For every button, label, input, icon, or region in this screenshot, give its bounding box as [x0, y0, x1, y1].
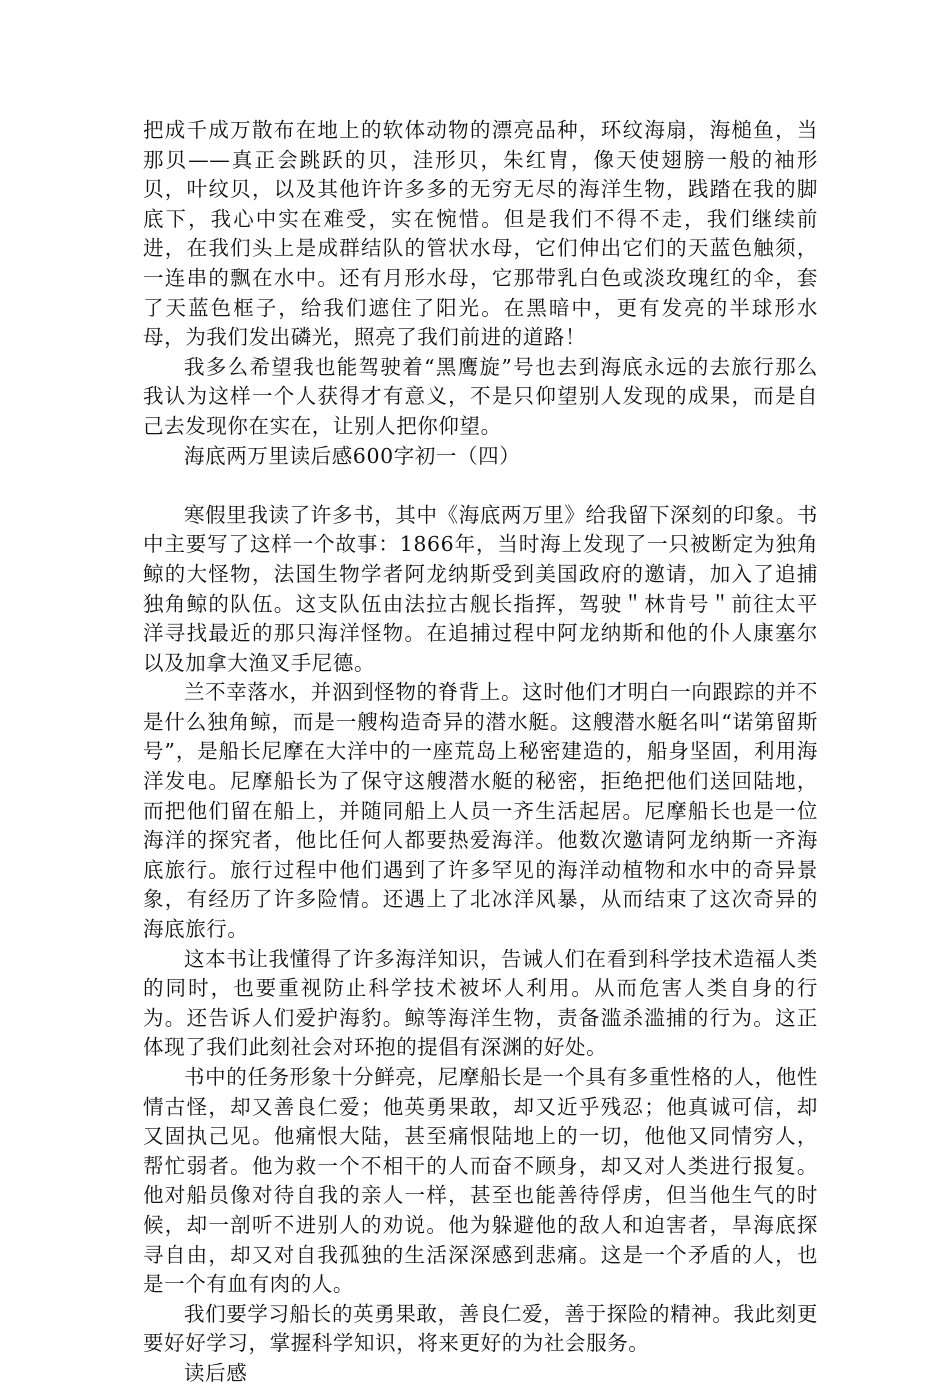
paragraph: 兰不幸落水，并泅到怪物的脊背上。这时他们才明白一向跟踪的并不是什么独角鲸，而是一艘构造奇异的潜水艇。这艘潜水艇名叫“诺第留斯号”，是船长尼摩在大洋中的一座荒岛上秘密建造的，船身坚固，利用海洋发电。尼摩船长为了保守这艘潜水艇的秘密，拒绝把他们送回陆地，而把他们留在船上，并随同船上人员一齐生活起居。尼摩船长也是一位海洋的探究者，他比任何人都要热爱海洋。他数次邀请阿龙纳斯一齐海底旅行。旅行过程中他们遇到了许多罕见的海洋动植物和水中的奇异景象，有经历了许多险情。还遇上了北冰洋风暴，从而结束了这次奇异的海底旅行。	[143, 680, 818, 942]
footer-label: 读后感	[184, 1360, 248, 1385]
paragraph: 寒假里我读了许多书，其中《海底两万里》给我留下深刻的印象。书中主要写了这样一个故事：1866年，当时海上发现了一只被断定为独角鲸的大怪物，法国生物学者阿龙纳斯受到美国政府的邀请，加入了追捕独角鲸的队伍。这支队伍由法拉古舰长指挥，驾驶＂林肯号＂前往太平洋寻找最近的那只海洋怪物。在追捕过程中阿龙纳斯和他的仆人康塞尔以及加拿大渔叉手尼德。	[143, 502, 818, 675]
paragraph: 我们要学习船长的英勇果敢，善良仁爱，善于探险的精神。我此刻更要好好学习，掌握科学知识，将来更好的为社会服务。	[143, 1301, 818, 1356]
paragraph: 这本书让我懂得了许多海洋知识，告诫人们在看到科学技术造福人类的同时，也要重视防止科学技术被坏人利用。从而危害人类自身的行为。还告诉人们爱护海豹。鲸等海洋生物，责备滥杀滥捕的行为。这正体现了我们此刻社会对环抱的提倡有深渊的好处。	[143, 946, 818, 1060]
paragraph: 把成千成万散布在地上的软体动物的漂亮品种，环纹海扇，海槌鱼，当那贝——真正会跳跃的贝，洼形贝，朱红胄，像天使翅膀一般的袖形贝，叶纹贝，以及其他许许多多的无穷无尽的海洋生物，践踏在我的脚底下，我心中实在难受，实在惋惜。但是我们不得不走，我们继续前进，在我们头上是成群结队的管状水母，它们伸出它们的天蓝色触须，一连串的飘在水中。还有月形水母，它那带乳白色或淡玫瑰红的伞，套了天蓝色框子，给我们遮住了阳光。在黑暗中，更有发亮的半球形水母，为我们发出磷光，照亮了我们前进的道路！	[143, 118, 818, 350]
section-heading: 海底两万里读后感600字初一（四）	[184, 443, 521, 468]
paragraph: 书中的任务形象十分鲜亮，尼摩船长是一个具有多重性格的人，他性情古怪，却又善良仁爱；他英勇果敢，却又近乎残忍；他真诚可信，却又固执己见。他痛恨大陆，甚至痛恨陆地上的一切，他他又同情穷人，帮忙弱者。他为救一个不相干的人而奋不顾身，却又对人类进行报复。他对船员像对待自我的亲人一样，甚至也能善待俘虏，但当他生气的时候，却一剖听不进别人的劝说。他为躲避他的敌人和迫害者，旱海底探寻自由，却又对自我孤独的生活深深感到悲痛。这是一个矛盾的人，也是一个有血有肉的人。	[143, 1065, 818, 1297]
paragraph: 我多么希望我也能驾驶着“黑鹰旋”号也去到海底永远的去旅行那么我认为这样一个人获得才有意义，不是只仰望别人发现的成果，而是自己去发现你在实在，让别人把你仰望。	[143, 354, 818, 438]
blank-line	[143, 471, 818, 501]
document-page	[143, 116, 818, 1389]
